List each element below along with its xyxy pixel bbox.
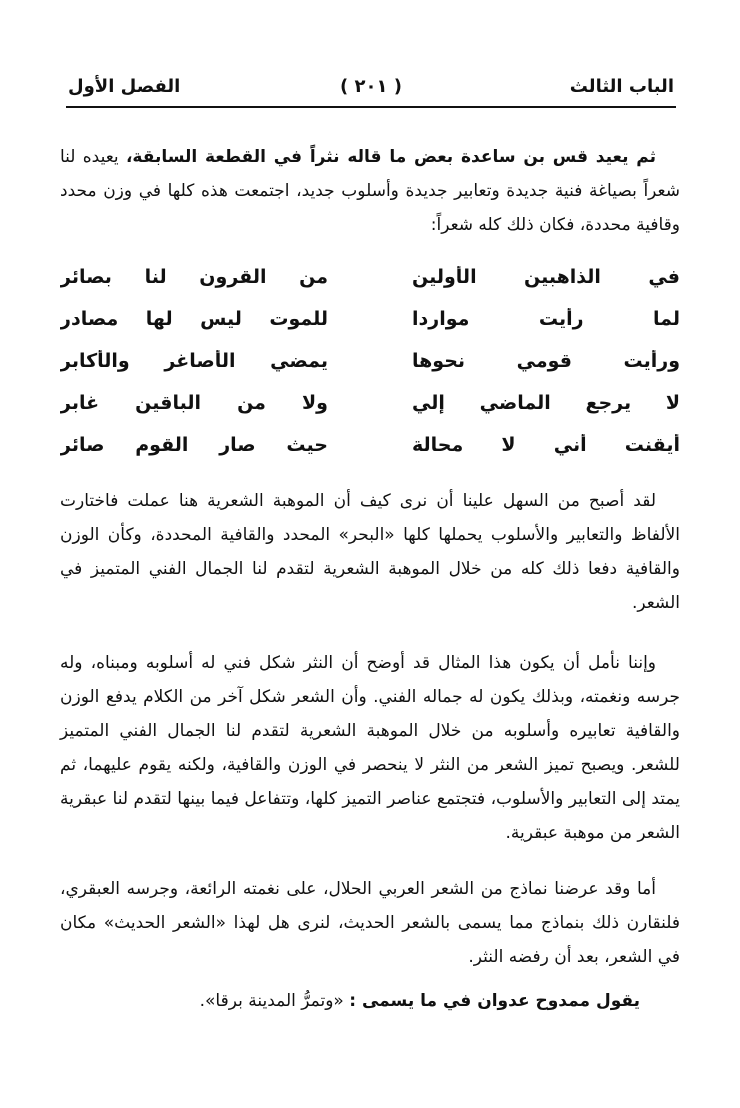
poem-verse	[60, 266, 680, 308]
paragraph-talent-text: لقد أصبح من السهل علينا أن نرى كيف أن الموهبة الشعرية هنا عملت فاختارت الألفاظ والتعابير والأسلوب يحملها كلها «البحر» المحدد والقافية المحددة، وكأن الوزن والقافية دفعا ذلك كله من خلال الموهبة الشعرية لتقدم لنا الجمال الفني المتميز في الشعر.	[60, 491, 680, 613]
paragraph-intro-lead: ثم يعيد قس بن ساعدة بعض ما قاله نثراً في القطعة السابقة،	[125, 147, 656, 167]
paragraph-intro	[60, 140, 680, 242]
verse-second-hemistich: يمضي الأصاغر والأكابر	[60, 350, 328, 372]
paragraph-modern-poetry-text: أما وقد عرضنا نماذج من الشعر العربي الحلال، على نغمته الرائعة، وجرسه العبقري، فلنقارن ذلك بنماذج مما يسمى بالشعر الحديث، لنرى هل لهذا «الشعر الحديث» مكان في الشعر، بعد أن رفضه النثر.	[60, 879, 680, 967]
verse-second-hemistich: ولا من الباقين غابر	[60, 392, 328, 414]
poem-verse	[60, 434, 680, 476]
section-title: الفصل الأول	[68, 76, 181, 97]
verse-first-hemistich: ورأيت قومي نحوها	[412, 350, 680, 372]
quote-intro-lead: يقول ممدوح عدوان في ما يسمى :	[349, 991, 640, 1011]
poem-verse	[60, 308, 680, 350]
verse-first-hemistich: لما رأيت مواردا	[412, 308, 680, 330]
paragraph-modern-poetry	[60, 872, 680, 974]
poem	[60, 266, 680, 476]
verse-second-hemistich: للموت ليس لها مصادر	[60, 308, 328, 330]
running-header	[68, 76, 674, 106]
quote-intro-line	[60, 984, 640, 1018]
page-number: ( ٢٠١ )	[340, 76, 402, 97]
verse-second-hemistich: حيث صار القوم صائر	[60, 434, 328, 456]
verse-second-hemistich: من القرون لنا بصائر	[60, 266, 328, 288]
paragraph-prose-vs-poetry-text: وإننا نأمل أن يكون هذا المثال قد أوضح أن النثر شكل فني له أسلوبه ومبناه، وله جرسه ونغمته، وبذلك يكون له جماله الفني. وأن الشعر شكل آخر من الكلام يدفع الوزن والقافية تعابيره وأسلوبه من خلال الموهبة الشعرية لتقدم لنا الجمال الفني المتميز للشعر. ويصبح تميز الشعر من النثر لا ينحصر في الوزن والقافية، ولكنه يقوم عليهما، ثم يمتد إلى التعابير والأسلوب، فتجتمع عناصر التميز كلها، وتتفاعل فيما بينها لتقدم لنا عبقرية الشعر من موهبة عبقرية.	[60, 653, 680, 843]
verse-first-hemistich: في الذاهبين الأولين	[412, 266, 680, 288]
paragraph-intro-body: يعيده لنا شعراً بصياغة فنية جديدة وتعابير جديدة وأسلوب جديد، اجتمعت هذه كلها في وزن محدد وقافية محددة، فكان ذلك كله شعراً:	[60, 147, 680, 235]
header-divider	[66, 106, 676, 108]
quote-title: «وتمرُّ المدينة برقا».	[199, 991, 344, 1011]
paragraph-talent	[60, 484, 680, 620]
poem-verse	[60, 392, 680, 434]
paragraph-prose-vs-poetry	[60, 646, 680, 850]
chapter-title: الباب الثالث	[569, 76, 674, 97]
verse-first-hemistich: لا يرجع الماضي إلي	[412, 392, 680, 414]
verse-first-hemistich: أيقنت أني لا محالة	[412, 434, 680, 456]
poem-verse	[60, 350, 680, 392]
